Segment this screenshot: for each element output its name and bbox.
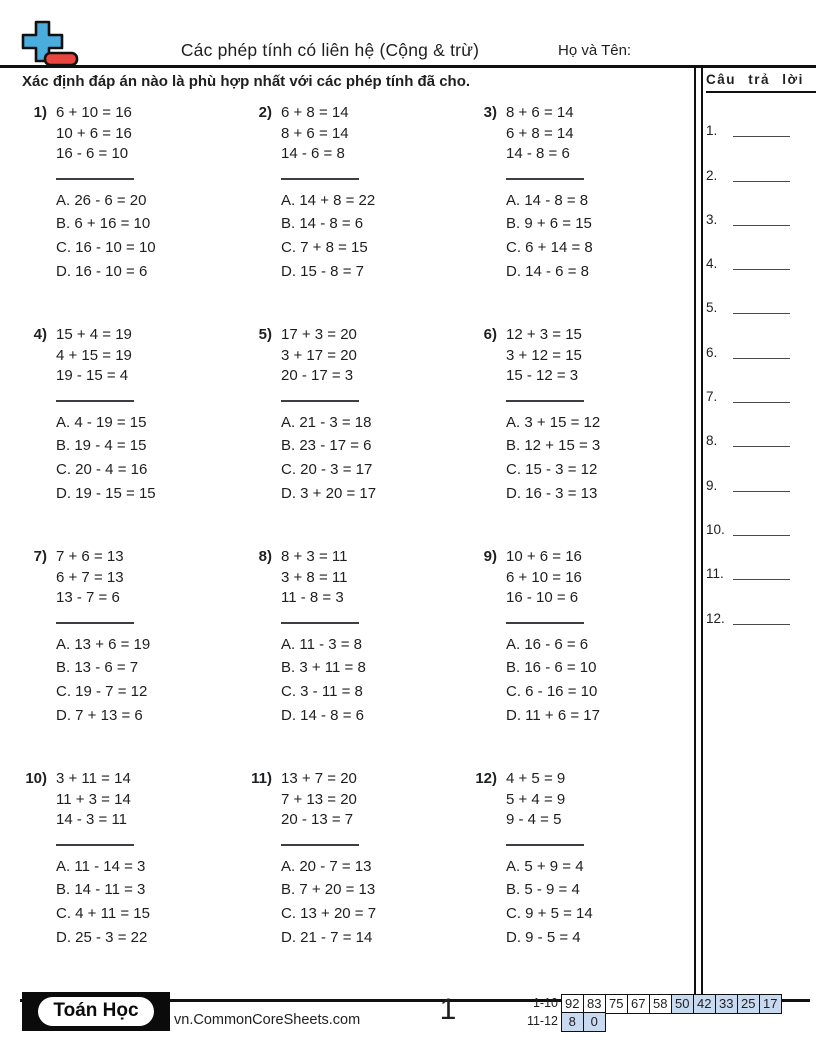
given-equations xyxy=(56,325,156,387)
score-cell: 67 xyxy=(627,994,651,1014)
given-equation: 3 + 12 = 15 xyxy=(506,346,582,364)
given-equation: 19 - 15 = 4 xyxy=(56,367,129,384)
answer-choice[interactable]: A. 26 - 6 = 20 xyxy=(56,191,147,209)
answer-choice[interactable]: C. 6 + 14 = 8 xyxy=(506,239,593,257)
answer-choice[interactable]: B. 14 - 8 = 6 xyxy=(281,215,364,233)
given-equation: 15 + 4 = 19 xyxy=(56,326,132,343)
given-equations xyxy=(281,769,376,831)
given-equation: 14 - 6 = 8 xyxy=(281,145,345,162)
given-equation: 4 + 15 = 19 xyxy=(56,346,132,364)
score-cell: 17 xyxy=(759,994,783,1014)
answer-choice[interactable]: B. 13 - 6 = 7 xyxy=(56,659,139,677)
given-equation: 4 + 5 = 9 xyxy=(506,770,566,787)
given-equation: 3 + 8 = 11 xyxy=(281,568,348,586)
answer-slot-line[interactable] xyxy=(733,225,790,226)
problem-number: 8) xyxy=(258,548,272,565)
answer-blank-line[interactable] xyxy=(506,178,584,180)
answer-choice[interactable]: C. 4 + 11 = 15 xyxy=(56,905,150,923)
answer-blank-line[interactable] xyxy=(56,844,134,846)
answer-slot xyxy=(706,448,816,492)
given-equation: 6 + 7 = 13 xyxy=(56,568,124,586)
answer-choices xyxy=(56,189,156,284)
answer-slot-number: 9. xyxy=(706,477,718,493)
given-equation: 10 + 6 = 16 xyxy=(506,548,582,565)
answer-choice[interactable]: A. 3 + 15 = 12 xyxy=(506,413,601,431)
answer-slot xyxy=(706,227,816,271)
answer-choice[interactable]: A. 11 - 14 = 3 xyxy=(56,857,146,875)
given-equation: 16 - 10 = 6 xyxy=(506,589,579,606)
answer-choice[interactable]: A. 14 - 8 = 8 xyxy=(506,191,589,209)
score-row xyxy=(520,1012,782,1032)
given-equations xyxy=(56,103,156,165)
answer-choice[interactable]: D. 9 - 5 = 4 xyxy=(506,928,581,946)
given-equation: 6 + 10 = 16 xyxy=(506,568,582,586)
given-equation: 6 + 8 = 14 xyxy=(281,104,349,121)
answer-blank-line[interactable] xyxy=(56,178,134,180)
answer-choices xyxy=(281,633,366,728)
problem-number: 1) xyxy=(33,104,47,121)
answer-slot xyxy=(706,493,816,537)
answer-blank-line[interactable] xyxy=(506,622,584,624)
given-equation: 6 + 8 = 14 xyxy=(506,124,574,142)
answer-blank-line[interactable] xyxy=(281,844,359,846)
given-equations xyxy=(56,769,150,831)
problem xyxy=(472,98,694,320)
problem-number: 9) xyxy=(483,548,497,565)
answer-slot-line[interactable] xyxy=(733,136,790,137)
answer-slot-line[interactable] xyxy=(733,181,790,182)
given-equation: 16 - 6 = 10 xyxy=(56,145,129,162)
problem xyxy=(472,542,694,764)
problem-number: 10) xyxy=(25,770,47,787)
given-equation: 11 - 8 = 3 xyxy=(281,589,344,606)
answer-slot xyxy=(706,138,816,182)
answer-choice[interactable]: C. 13 + 20 = 7 xyxy=(281,905,377,923)
answers-panel-title: Câu trả lời xyxy=(706,72,816,93)
given-equation: 5 + 4 = 9 xyxy=(506,790,566,808)
given-equation: 3 + 17 = 20 xyxy=(281,346,357,364)
given-equation: 8 + 6 = 14 xyxy=(506,104,574,121)
answer-slot xyxy=(706,404,816,448)
problem-number: 3) xyxy=(483,104,497,121)
problem-number: 11) xyxy=(251,770,272,787)
given-equation: 15 - 12 = 3 xyxy=(506,367,579,384)
answer-choice[interactable]: B. 9 + 6 = 15 xyxy=(506,215,592,233)
given-equation: 13 + 7 = 20 xyxy=(281,770,357,787)
given-equation: 17 + 3 = 20 xyxy=(281,326,357,343)
answer-choice[interactable]: A. 14 + 8 = 22 xyxy=(281,191,376,209)
answer-choice[interactable]: B. 6 + 16 = 10 xyxy=(56,215,151,233)
answer-slot-number: 10. xyxy=(706,521,725,537)
score-table xyxy=(520,994,782,1032)
problem xyxy=(22,764,247,986)
answer-blank-line[interactable] xyxy=(56,400,134,402)
problem xyxy=(22,542,247,764)
answer-slot-number: 12. xyxy=(706,610,725,626)
answer-choice[interactable]: B. 23 - 17 = 6 xyxy=(281,437,372,455)
score-cell: 33 xyxy=(715,994,739,1014)
site-url: vn.CommonCoreSheets.com xyxy=(174,1012,361,1028)
answer-choices xyxy=(506,189,593,284)
answer-choices xyxy=(506,633,600,728)
problem-number: 4) xyxy=(33,326,47,343)
given-equation: 10 + 6 = 16 xyxy=(56,124,132,142)
answer-blank-line[interactable] xyxy=(506,400,584,402)
answer-slot-number: 2. xyxy=(706,167,718,183)
minus-icon xyxy=(45,53,77,65)
score-cell: 42 xyxy=(693,994,717,1014)
answer-choice[interactable]: A. 21 - 3 = 18 xyxy=(281,413,372,431)
score-cell: 50 xyxy=(671,994,695,1014)
answer-choice[interactable]: A. 11 - 3 = 8 xyxy=(281,635,363,653)
answer-choice[interactable]: B. 5 - 9 = 4 xyxy=(506,881,580,899)
score-cell: 92 xyxy=(561,994,585,1014)
answer-choice[interactable]: D. 14 - 8 = 6 xyxy=(281,706,364,724)
score-cell: 83 xyxy=(583,994,607,1014)
answer-slot-line[interactable] xyxy=(733,313,790,314)
answer-choice[interactable]: D. 21 - 7 = 14 xyxy=(281,928,373,946)
answer-choice[interactable]: C. 9 + 5 = 14 xyxy=(506,905,593,923)
problem xyxy=(247,320,472,542)
score-row xyxy=(520,994,782,1014)
answer-choices xyxy=(56,633,150,728)
answer-slot xyxy=(706,581,816,625)
given-equation: 11 + 3 = 14 xyxy=(56,790,131,808)
given-equation: 8 + 3 = 11 xyxy=(281,548,348,565)
problem xyxy=(22,98,247,320)
given-equation: 9 - 4 = 5 xyxy=(506,811,562,828)
answer-choice[interactable]: D. 25 - 3 = 22 xyxy=(56,928,148,946)
score-cell: 25 xyxy=(737,994,761,1014)
given-equations xyxy=(56,547,150,609)
answer-slot-number: 5. xyxy=(706,300,718,316)
problem xyxy=(247,98,472,320)
problem xyxy=(22,320,247,542)
answer-choices xyxy=(281,411,376,506)
answer-choice[interactable]: C. 19 - 7 = 12 xyxy=(56,683,148,701)
subject-badge xyxy=(22,992,170,1031)
name-label: Họ và Tên: xyxy=(558,42,632,59)
answer-choice[interactable]: A. 4 - 19 = 15 xyxy=(56,413,147,431)
answer-choice[interactable]: B. 16 - 6 = 10 xyxy=(506,659,597,677)
given-equation: 3 + 11 = 14 xyxy=(56,770,131,787)
answer-choices xyxy=(56,855,150,950)
answer-choice[interactable]: D. 16 - 3 = 13 xyxy=(506,484,598,502)
given-equations xyxy=(281,325,376,387)
answer-slot-number: 3. xyxy=(706,211,718,227)
answer-slot-number: 11. xyxy=(706,566,724,582)
given-equations xyxy=(281,547,366,609)
answer-slot-number: 8. xyxy=(706,433,718,449)
answer-list xyxy=(706,94,816,626)
answer-choice[interactable]: C. 16 - 10 = 10 xyxy=(56,239,156,257)
given-equation: 14 - 8 = 6 xyxy=(506,145,570,162)
answer-choice[interactable]: A. 20 - 7 = 13 xyxy=(281,857,372,875)
sidebar-divider xyxy=(694,66,703,1002)
given-equations xyxy=(506,769,593,831)
given-equation: 20 - 17 = 3 xyxy=(281,367,354,384)
answer-choice[interactable]: D. 3 + 20 = 17 xyxy=(281,484,377,502)
answer-choice[interactable]: D. 16 - 10 = 6 xyxy=(56,262,148,280)
problem-number: 7) xyxy=(33,548,47,565)
answer-slot-line[interactable] xyxy=(733,624,790,625)
problem-number: 6) xyxy=(483,326,497,343)
problems-grid xyxy=(22,98,694,986)
subject-badge-label: Toán Học xyxy=(38,997,153,1026)
answer-choice[interactable]: C. 3 - 11 = 8 xyxy=(281,683,363,701)
given-equation: 20 - 13 = 7 xyxy=(281,811,354,828)
problem xyxy=(247,542,472,764)
answer-choice[interactable]: D. 19 - 15 = 15 xyxy=(56,484,156,502)
answer-blank-line[interactable] xyxy=(281,178,359,180)
given-equation: 7 + 13 = 20 xyxy=(281,790,357,808)
answer-blank-line[interactable] xyxy=(281,400,359,402)
given-equation: 6 + 10 = 16 xyxy=(56,104,132,121)
answer-slot-number: 7. xyxy=(706,389,718,405)
answer-slot-line[interactable] xyxy=(733,446,790,447)
answer-choices xyxy=(281,189,375,284)
answer-slot-line[interactable] xyxy=(733,402,790,403)
problem-number: 2) xyxy=(258,104,272,121)
answer-slot-line[interactable] xyxy=(733,535,790,536)
answer-choice[interactable]: D. 7 + 13 = 6 xyxy=(56,706,143,724)
answer-choice[interactable]: A. 5 + 9 = 4 xyxy=(506,857,584,875)
answer-slot-number: 6. xyxy=(706,344,718,360)
problem-number: 12) xyxy=(475,770,497,787)
answer-choice[interactable]: C. 7 + 8 = 15 xyxy=(281,239,368,257)
plus-minus-logo xyxy=(21,20,79,68)
answer-choice[interactable]: B. 7 + 20 = 13 xyxy=(281,881,376,899)
answer-slot xyxy=(706,360,816,404)
answer-choice[interactable]: D. 14 - 6 = 8 xyxy=(506,262,589,280)
given-equation: 8 + 6 = 14 xyxy=(281,124,349,142)
answer-choices xyxy=(506,855,593,950)
problem-number: 5) xyxy=(258,326,272,343)
score-row-label: 1-10 xyxy=(532,996,558,1010)
answer-slot xyxy=(706,183,816,227)
instruction-text: Xác định đáp án nào là phù hợp nhất với các phép tính đã cho. xyxy=(22,73,471,90)
given-equation: 13 - 7 = 6 xyxy=(56,589,120,606)
answer-slot xyxy=(706,315,816,359)
answer-choice[interactable]: C. 6 - 16 = 10 xyxy=(506,683,598,701)
answer-choice[interactable]: B. 19 - 4 = 15 xyxy=(56,437,147,455)
answer-choices xyxy=(281,855,376,950)
answer-slot-number: 1. xyxy=(706,123,718,139)
given-equations xyxy=(281,103,375,165)
given-equation: 12 + 3 = 15 xyxy=(506,326,582,343)
answer-choices xyxy=(56,411,156,506)
answer-choice[interactable]: A. 13 + 6 = 19 xyxy=(56,635,151,653)
answer-choice[interactable]: B. 12 + 15 = 3 xyxy=(506,437,601,455)
problem xyxy=(247,764,472,986)
given-equation: 14 - 3 = 11 xyxy=(56,811,128,828)
answer-choice[interactable]: C. 20 - 3 = 17 xyxy=(281,461,373,479)
answer-choice[interactable]: D. 11 + 6 = 17 xyxy=(506,706,600,724)
answer-choice[interactable]: D. 15 - 8 = 7 xyxy=(281,262,364,280)
answer-choices xyxy=(506,411,600,506)
answer-slot-line[interactable] xyxy=(733,491,790,492)
answer-slot xyxy=(706,537,816,581)
answer-choice[interactable]: C. 15 - 3 = 12 xyxy=(506,461,598,479)
problem xyxy=(472,764,694,986)
score-cell: 0 xyxy=(583,1012,607,1032)
answer-choice[interactable]: A. 16 - 6 = 6 xyxy=(506,635,589,653)
page-number: 1 xyxy=(439,993,457,1026)
answers-panel xyxy=(706,72,816,626)
answer-slot-line[interactable] xyxy=(733,579,790,580)
page-title: Các phép tính có liên hệ (Cộng & trừ) xyxy=(180,40,480,60)
answer-slot-line[interactable] xyxy=(733,358,790,359)
score-cell: 58 xyxy=(649,994,673,1014)
given-equations xyxy=(506,103,593,165)
answer-choice[interactable]: B. 14 - 11 = 3 xyxy=(56,881,146,899)
given-equations xyxy=(506,325,600,387)
answer-slot xyxy=(706,271,816,315)
problem xyxy=(472,320,694,542)
score-cell: 75 xyxy=(605,994,629,1014)
answer-slot xyxy=(706,94,816,138)
score-cell: 8 xyxy=(561,1012,585,1032)
answer-blank-line[interactable] xyxy=(506,844,584,846)
answer-blank-line[interactable] xyxy=(56,622,134,624)
answer-blank-line[interactable] xyxy=(281,622,359,624)
answer-slot-number: 4. xyxy=(706,256,718,272)
answer-slot-line[interactable] xyxy=(733,269,790,270)
answer-choice[interactable]: B. 3 + 11 = 8 xyxy=(281,659,366,677)
answer-choice[interactable]: C. 20 - 4 = 16 xyxy=(56,461,148,479)
score-row-label: 11-12 xyxy=(526,1014,558,1028)
given-equations xyxy=(506,547,600,609)
given-equation: 7 + 6 = 13 xyxy=(56,548,124,565)
